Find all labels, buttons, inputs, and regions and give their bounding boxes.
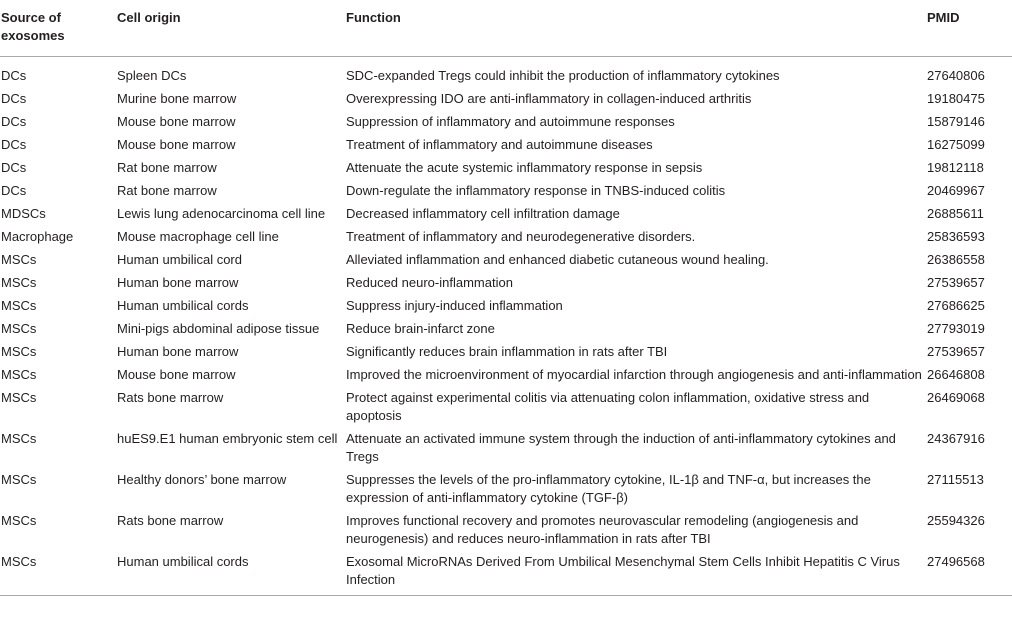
cell-pmid: 26469068 [927, 390, 985, 405]
cell-pmid: 27539657 [927, 275, 985, 290]
cell-function: Attenuate the acute systemic inflammatory response in sepsis [346, 160, 703, 175]
cell-origin: Human umbilical cords [117, 298, 249, 313]
cell-source: MSCs [1, 321, 37, 336]
cell-pmid: 27640806 [927, 68, 985, 83]
header-pmid: PMID [926, 0, 1012, 57]
cell-origin: Lewis lung adenocarcinoma cell line [117, 206, 326, 221]
table-row [0, 179, 1012, 202]
cell-function: Attenuate an activated immune system through the induction of anti-inflammatory cytokines and Tregs [346, 431, 896, 464]
table-row [0, 509, 1012, 550]
cell-source: MSCs [1, 252, 37, 267]
cell-pmid: 16275099 [927, 137, 985, 152]
cell-pmid: 20469967 [927, 183, 985, 198]
cell-source: Macrophage [1, 229, 74, 244]
cell-function: Suppression of inflammatory and autoimmune responses [346, 114, 675, 129]
table-row [0, 340, 1012, 363]
cell-function: Significantly reduces brain inflammation in rats after TBI [346, 344, 668, 359]
cell-pmid: 27539657 [927, 344, 985, 359]
cell-function: Protect against experimental colitis via attenuating colon inflammation, oxidative stress and apoptosis [346, 390, 870, 423]
table-row [0, 110, 1012, 133]
cell-origin: Human umbilical cord [117, 252, 242, 267]
table-row [0, 225, 1012, 248]
cell-origin: Spleen DCs [117, 68, 187, 83]
cell-function: Treatment of inflammatory and neurodegenerative disorders. [346, 229, 696, 244]
cell-origin: Mini-pigs abdominal adipose tissue [117, 321, 320, 336]
table-header [0, 0, 1012, 57]
cell-pmid: 19812118 [927, 160, 984, 175]
cell-function: Suppresses the levels of the pro-inflammatory cytokine, IL-1β and TNF-α, but increases the expression of anti-inflammatory cytokine (TGF-β) [346, 472, 871, 505]
cell-pmid: 27115513 [927, 472, 984, 487]
cell-source: MSCs [1, 367, 37, 382]
cell-origin: Rat bone marrow [117, 160, 217, 175]
cell-function: Down-regulate the inflammatory response in TNBS-induced colitis [346, 183, 726, 198]
cell-pmid: 27793019 [927, 321, 985, 336]
cell-function: Reduce brain-infarct zone [346, 321, 495, 336]
cell-pmid: 27496568 [926, 550, 1012, 596]
header-function: Function [345, 0, 926, 57]
cell-function: Improves functional recovery and promotes neurovascular remodeling (angiogenesis and neurogenesis) and reduces neuro-inflammation in rats after TBI [346, 513, 859, 546]
table-row [0, 363, 1012, 386]
cell-origin: Healthy donors’ bone marrow [117, 472, 287, 487]
table-row [0, 317, 1012, 340]
cell-function: Treatment of inflammatory and autoimmune diseases [346, 137, 653, 152]
cell-source: MSCs [1, 431, 37, 446]
table-row [0, 427, 1012, 468]
cell-origin: Rats bone marrow [117, 390, 224, 405]
header-source: Source of exosomes [0, 0, 116, 57]
table-body [0, 57, 1012, 596]
header-row [0, 0, 1012, 57]
table-row [0, 202, 1012, 225]
cell-source: DCs [1, 183, 27, 198]
table-row [0, 87, 1012, 110]
cell-origin: Mouse bone marrow [117, 137, 236, 152]
cell-function: Suppress injury-induced inflammation [346, 298, 563, 313]
cell-pmid: 26386558 [927, 252, 985, 267]
cell-source: MSCs [1, 513, 37, 528]
table-row [0, 57, 1012, 88]
table-row [0, 248, 1012, 271]
cell-pmid: 19180475 [927, 91, 985, 106]
cell-source: MSCs [1, 344, 37, 359]
cell-pmid: 26646808 [927, 367, 985, 382]
cell-origin: Human bone marrow [117, 275, 239, 290]
cell-source: MSCs [1, 298, 37, 313]
table-row [0, 156, 1012, 179]
cell-origin: Human bone marrow [117, 344, 239, 359]
cell-function: Alleviated inflammation and enhanced diabetic cutaneous wound healing. [346, 252, 769, 267]
table-row [0, 133, 1012, 156]
table-row [0, 294, 1012, 317]
cell-source: MSCs [1, 390, 37, 405]
cell-function: SDC-expanded Tregs could inhibit the production of inflammatory cytokines [346, 68, 780, 83]
cell-source: DCs [1, 91, 27, 106]
cell-source: MDSCs [1, 206, 46, 221]
cell-source: DCs [1, 68, 27, 83]
cell-origin: Human umbilical cords [116, 550, 345, 596]
table-row [0, 271, 1012, 294]
cell-origin: Rats bone marrow [117, 513, 224, 528]
cell-source: MSCs [0, 550, 116, 596]
cell-pmid: 25594326 [927, 513, 985, 528]
cell-origin: Murine bone marrow [117, 91, 237, 106]
cell-function: Reduced neuro-inflammation [346, 275, 513, 290]
cell-function: Exosomal MicroRNAs Derived From Umbilical Mesenchymal Stem Cells Inhibit Hepatitis C Virus Infection [345, 550, 926, 596]
cell-origin: huES9.E1 human embryonic stem cell [117, 431, 338, 446]
cell-pmid: 15879146 [927, 114, 985, 129]
cell-origin: Mouse bone marrow [117, 367, 236, 382]
cell-pmid: 25836593 [927, 229, 985, 244]
cell-function: Decreased inflammatory cell infiltration damage [346, 206, 620, 221]
cell-pmid: 26885611 [927, 206, 984, 221]
cell-origin: Mouse macrophage cell line [117, 229, 279, 244]
cell-function: Overexpressing IDO are anti-inflammatory in collagen-induced arthritis [346, 91, 752, 106]
cell-pmid: 27686625 [927, 298, 985, 313]
cell-function: Improved the microenvironment of myocardial infarction through angiogenesis and anti-inflammation [346, 367, 922, 382]
table-row [0, 468, 1012, 509]
cell-source: DCs [1, 160, 27, 175]
cell-origin: Rat bone marrow [117, 183, 217, 198]
table-row [0, 550, 1012, 596]
cell-source: DCs [1, 114, 27, 129]
cell-source: DCs [1, 137, 27, 152]
cell-origin: Mouse bone marrow [117, 114, 236, 129]
cell-source: MSCs [1, 275, 37, 290]
table-row [0, 386, 1012, 427]
header-cell-origin: Cell origin [116, 0, 345, 57]
cell-pmid: 24367916 [927, 431, 985, 446]
cell-source: MSCs [1, 472, 37, 487]
